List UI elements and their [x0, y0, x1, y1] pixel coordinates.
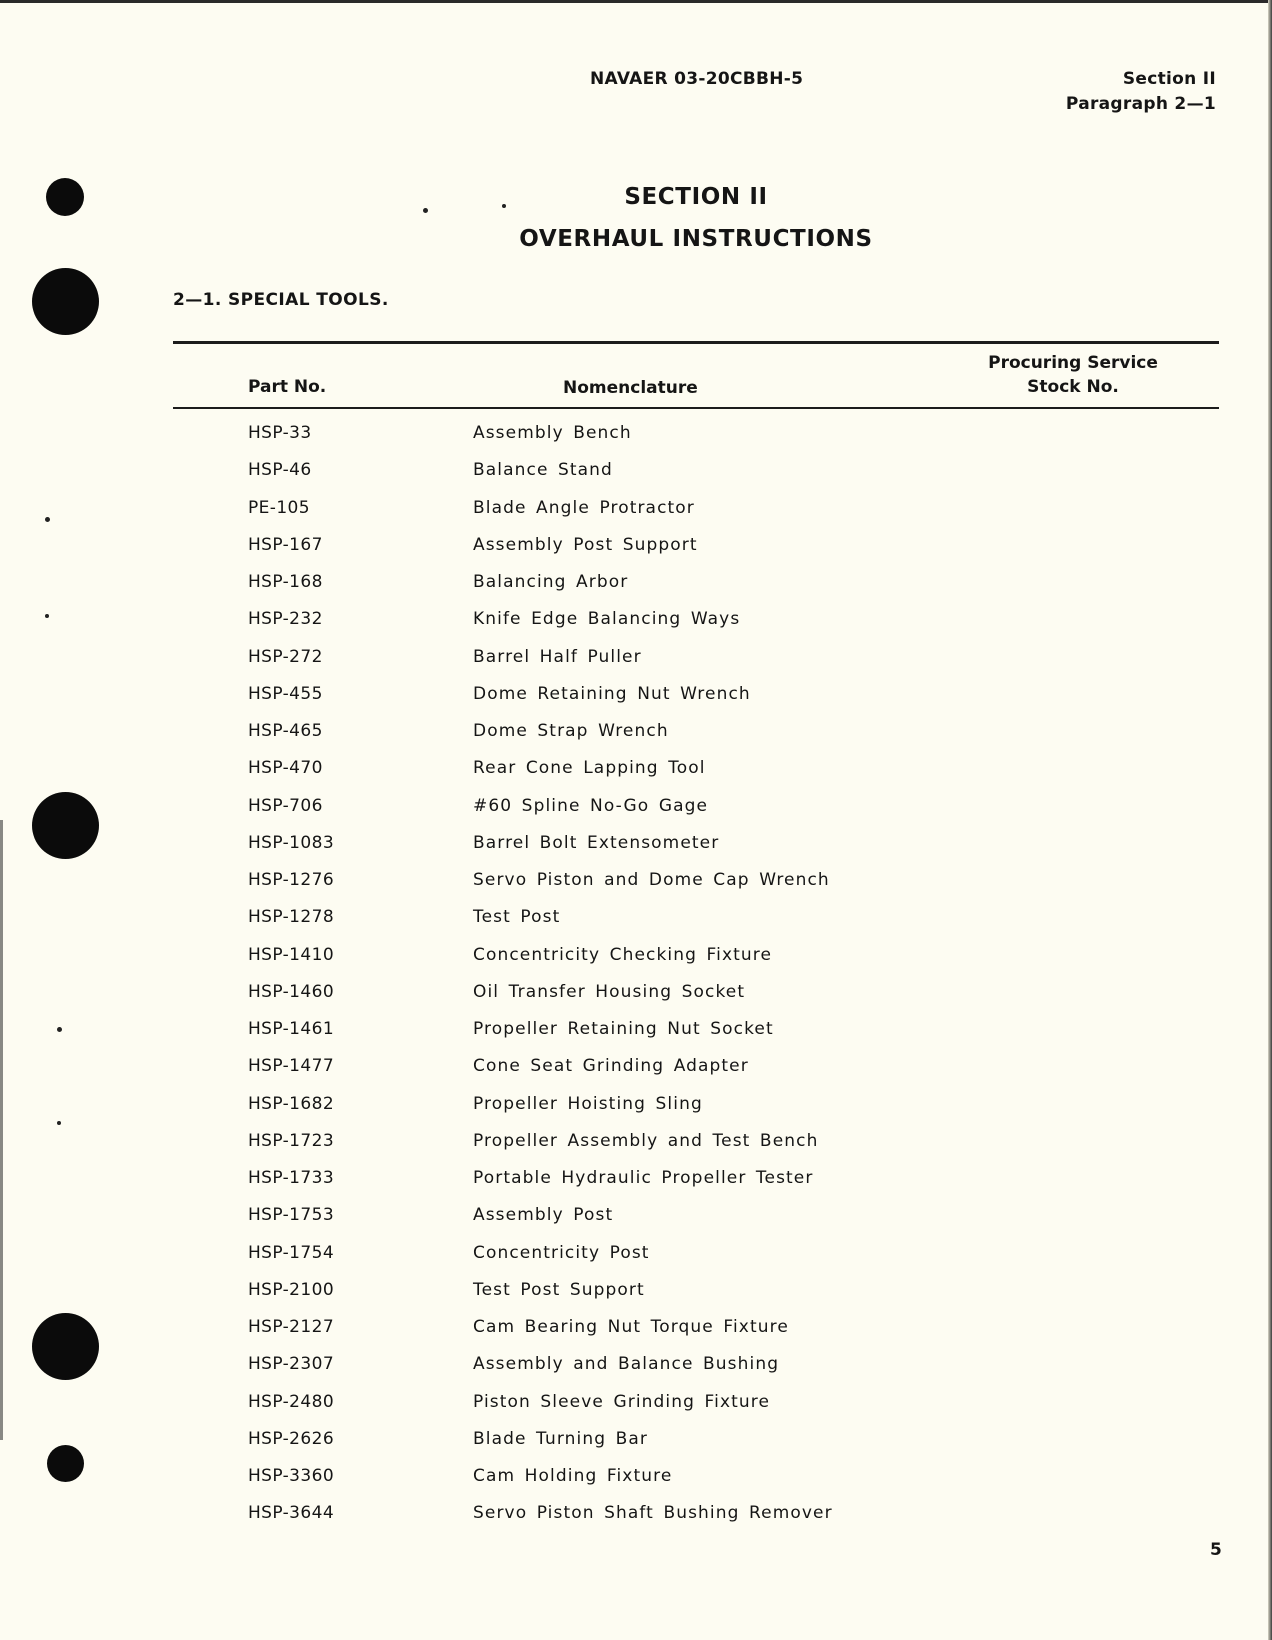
part-number: HSP-167: [248, 535, 323, 555]
nomenclature: Dome Retaining Nut Wrench: [473, 684, 751, 704]
column-header-part-no: Part No.: [248, 377, 327, 397]
binder-hole: [32, 268, 99, 335]
part-number: HSP-470: [248, 758, 323, 778]
part-number: HSP-2100: [248, 1280, 335, 1300]
speck: [57, 1027, 62, 1032]
part-number: HSP-2626: [248, 1429, 335, 1449]
nomenclature: Assembly Post Support: [473, 535, 698, 555]
section-heading: OVERHAUL INSTRUCTIONS: [519, 226, 873, 252]
part-number: HSP-168: [248, 572, 323, 592]
nomenclature: Assembly Bench: [473, 423, 632, 443]
binder-hole: [47, 1445, 84, 1482]
paragraph-heading: 2—1. SPECIAL TOOLS.: [173, 290, 389, 310]
nomenclature: Concentricity Checking Fixture: [473, 945, 773, 965]
part-number: HSP-465: [248, 721, 323, 741]
nomenclature: Portable Hydraulic Propeller Tester: [473, 1168, 814, 1188]
nomenclature: Barrel Bolt Extensometer: [473, 833, 720, 853]
nomenclature: Concentricity Post: [473, 1243, 650, 1263]
nomenclature: Cam Bearing Nut Torque Fixture: [473, 1317, 789, 1337]
part-number: HSP-1461: [248, 1019, 335, 1039]
part-number: HSP-1754: [248, 1243, 335, 1263]
part-number: HSP-2127: [248, 1317, 335, 1337]
nomenclature: Balance Stand: [473, 460, 613, 480]
page-edge: [0, 820, 3, 1440]
section-title: SECTION II: [624, 184, 768, 210]
column-header-nomenclature: Nomenclature: [563, 378, 698, 398]
speck: [57, 1121, 61, 1125]
part-number: HSP-1733: [248, 1168, 335, 1188]
page-edge: [0, 0, 1272, 3]
page-number: 5: [1210, 1540, 1222, 1560]
nomenclature: Knife Edge Balancing Ways: [473, 609, 741, 629]
part-number: HSP-3360: [248, 1466, 335, 1486]
part-number: HSP-1723: [248, 1131, 335, 1151]
nomenclature: Servo Piston and Dome Cap Wrench: [473, 870, 830, 890]
part-number: HSP-272: [248, 647, 323, 667]
paragraph-label: Paragraph 2—1: [1065, 94, 1216, 114]
part-number: HSP-1460: [248, 982, 335, 1002]
nomenclature: Balancing Arbor: [473, 572, 629, 592]
part-number: HSP-2307: [248, 1354, 335, 1374]
part-number: HSP-1477: [248, 1056, 335, 1076]
nomenclature: Piston Sleeve Grinding Fixture: [473, 1392, 771, 1412]
nomenclature: Propeller Assembly and Test Bench: [473, 1131, 819, 1151]
speck: [45, 614, 49, 618]
nomenclature: Test Post: [473, 907, 561, 927]
nomenclature: Test Post Support: [473, 1280, 645, 1300]
section-label: Section II: [1122, 69, 1216, 89]
nomenclature: Cone Seat Grinding Adapter: [473, 1056, 749, 1076]
column-header-stock-line2: Stock No.: [1027, 377, 1119, 397]
doc-number: NAVAER 03-20CBBH-5: [590, 69, 804, 89]
speck: [45, 517, 50, 522]
nomenclature: Assembly and Balance Bushing: [473, 1354, 780, 1374]
nomenclature: Blade Turning Bar: [473, 1429, 648, 1449]
binder-hole: [32, 792, 99, 859]
nomenclature: Cam Holding Fixture: [473, 1466, 673, 1486]
nomenclature: #60 Spline No-Go Gage: [473, 796, 709, 816]
part-number: HSP-2480: [248, 1392, 335, 1412]
part-number: PE-105: [248, 498, 310, 518]
nomenclature: Propeller Hoisting Sling: [473, 1094, 703, 1114]
binder-hole: [32, 1313, 99, 1380]
nomenclature: Barrel Half Puller: [473, 647, 642, 667]
part-number: HSP-1410: [248, 945, 335, 965]
part-number: HSP-706: [248, 796, 323, 816]
part-number: HSP-3644: [248, 1503, 335, 1523]
nomenclature: Assembly Post: [473, 1205, 614, 1225]
table-header-rule: [173, 407, 1219, 409]
part-number: HSP-1753: [248, 1205, 335, 1225]
part-number: HSP-1276: [248, 870, 335, 890]
part-number: HSP-232: [248, 609, 323, 629]
part-number: HSP-455: [248, 684, 323, 704]
nomenclature: Oil Transfer Housing Socket: [473, 982, 746, 1002]
part-number: HSP-1278: [248, 907, 335, 927]
nomenclature: Dome Strap Wrench: [473, 721, 669, 741]
part-number: HSP-46: [248, 460, 312, 480]
nomenclature: Servo Piston Shaft Bushing Remover: [473, 1503, 833, 1523]
nomenclature: Blade Angle Protractor: [473, 498, 695, 518]
part-number: HSP-1682: [248, 1094, 335, 1114]
nomenclature: Rear Cone Lapping Tool: [473, 758, 706, 778]
nomenclature: Propeller Retaining Nut Socket: [473, 1019, 774, 1039]
column-header-stock-line1: Procuring Service: [988, 353, 1158, 373]
part-number: HSP-33: [248, 423, 312, 443]
part-number: HSP-1083: [248, 833, 335, 853]
table-top-rule: [173, 341, 1219, 344]
